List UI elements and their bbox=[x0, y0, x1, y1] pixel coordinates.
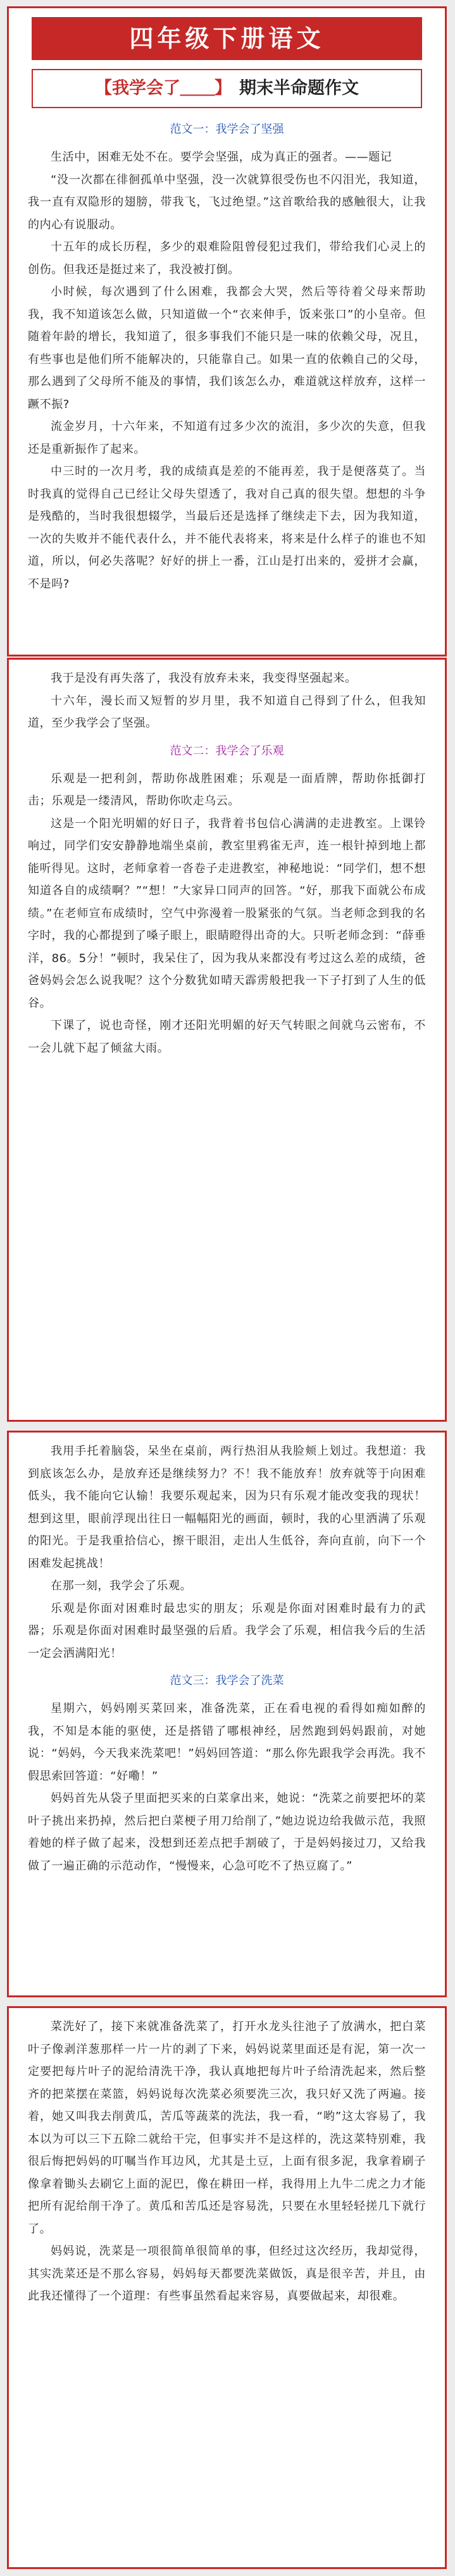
essay-paragraph: 星期六，妈妈刚买菜回来，准备洗菜，正在看电视的看得如痴如醉的我，不知是本能的驱使，还是搭错了哪根神经，居然跑到妈妈跟前，对她说：“妈妈，今天我来洗菜吧！”妈妈回答道：“那么你先跟我学会再洗。我不假思索回答道：“好嘞！” bbox=[28, 1702, 426, 1783]
essay-paragraph: “没一次都在徘徊孤单中坚强，没一次就算很受伤也不闪泪光，我知道，我一直有双隐形的翅膀，带我飞，飞过绝望。”这首歌给我的感触很大，让我的内心有说服动。 bbox=[28, 173, 426, 231]
subtitle-tail: 期末半命题作文 bbox=[239, 78, 359, 98]
subtitle-box bbox=[32, 69, 422, 108]
title-banner: 四年级下册语文 bbox=[32, 17, 422, 60]
essay-paragraph: 十五年的成长历程，多少的艰难险阻曾侵犯过我们，带给我们心灵上的创伤。但我还是挺过来了，我没被打倒。 bbox=[28, 240, 426, 276]
essay-paragraph: 妈妈说，洗菜是一项很简单很简单的事，但经过这次经历，我却觉得，其实洗菜还是不那么容易，妈妈每天都要洗菜做饭，真是很辛苦，并且，由此我还懂得了一个道理：有些事虽然看起来容易，真要做起来，却很难。 bbox=[28, 2245, 426, 2303]
essay-paragraph: 我于是没有再失落了，我没有放弃未来，我变得坚强起来。 bbox=[51, 672, 357, 685]
page-1 bbox=[7, 6, 447, 656]
essay-paragraph: 生活中，困难无处不在。要学会坚强，成为真正的强者。——题记 bbox=[51, 151, 392, 164]
essay-paragraph: 下课了，说也奇怪，刚才还阳光明媚的好天气转眼之间就乌云密布，不一会儿就下起了倾盆大雨。 bbox=[28, 1019, 426, 1055]
page-3 bbox=[7, 1431, 447, 1997]
essay-paragraph: 十六年，漫长而又短暂的岁月里，我不知道自己得到了什么，但我知道，至少我学会了坚强。 bbox=[28, 694, 426, 730]
essay-paragraph: 菜洗好了，接下来就准备洗菜了，打开水龙头往池子了放满水，把白菜叶子像剥洋葱那样一片一片的剥了下来，妈妈说菜里面还是有泥，第一次一定要把每片叶子的泥给清洗干净，我认真地把每片叶子给清洗起来，然后整齐的把菜摆在菜篮，妈妈说每次洗菜必须要洗三次，我只好又洗了两遍。接着，她又叫我去削黄瓜，苦瓜等蔬菜的洗法，我一看，“哟”这太容易了，我本以为可以三下五除二就给干完，但事实并不是这样的，洗这菜特别难，我很后悔把妈妈的叮嘱当作耳边风，尤其是土豆，上面有很多泥，我拿着刷子像拿着锄头去刷它上面的泥巴，像在耕田一样，我得用上九牛二虎之力才能把所有泥给削干净了。黄瓜和苦瓜还是容易洗，只要在水里轻轻搓几下就行了。 bbox=[28, 2020, 426, 2236]
essay-1-heading: 范文一：我学会了坚强 bbox=[170, 123, 284, 136]
subtitle-bracket: 【我学会了＿＿】 bbox=[95, 78, 232, 98]
essay-paragraph: 中三时的一次月考，我的成绩真是差的不能再差，我于是便落莫了。当时我真的觉得自己已经让父母失望透了，我对自己真的很失望。想想的斗争是残酷的，当时我很想辍学，当最后还是选择了继续走下去，因为我知道，一次的失败并不能代表什么，并不能代表将来，将来是什么样子的谁也不知道，所以，何必失落呢？好好的拼上一番，江山是打出来的，爱拼才会赢，不是吗? bbox=[28, 465, 426, 591]
essay-2-heading: 范文二：我学会了乐观 bbox=[170, 744, 284, 758]
essay-paragraph: 在那一刻，我学会了乐观。 bbox=[51, 1579, 192, 1593]
essay-paragraph: 我用手托着脑袋，呆坐在桌前，两行热泪从我脸颊上划过。我想道：我到底该怎么办，是放弃还是继续努力？不！我不能放弃！放弃就等于向困难低头，我不能向它认输！我要乐观起来，因为只有乐观才能改变我的现状！想到这里，眼前浮现出往日一幅幅阳光的画面，顿时，我的心里洒满了乐观的阳光。于是我重拾信心，擦干眼泪，走出人生低谷，奔向直前，向下一个困难发起挑战！ bbox=[28, 1445, 426, 1570]
page-4 bbox=[7, 2006, 447, 2569]
essay-3-heading: 范文三：我学会了洗菜 bbox=[170, 1674, 284, 1687]
essay-paragraph: 妈妈首先从袋子里面把买来的白菜拿出来，她说：“洗菜之前要把坏的菜叶子挑出来扔掉，然后把白菜梗子用刀给削了，”她边说边给我做示范，我照着她的样子做了起来，没想到还差点把手割破了，于是妈妈接过刀，又给我做了一遍正确的示范动作，“慢慢来，心急可吃不了热豆腐了。” bbox=[28, 1792, 426, 1873]
essay-paragraph: 这是一个阳光明媚的好日子，我背着书包信心满满的走进教室。上课铃响过，同学们安安静静地端坐桌前，教室里鸦雀无声，连一根针掉到地上都能听得见。这时，老师拿着一沓卷子走进教室，神秘地说：“同学们，想不想知道各自的成绩啊？”“想！”大家异口同声的回答。“好，那我下面就公布成绩。”在老师宣布成绩时，空气中弥漫着一股紧张的气氛。当老师念到我的名字时，我的心都提到了嗓子眼上，眼睛瞪得出奇的大。只听老师念到：“薛垂洋，86。5分！”顿时，我呆住了，因为我从来都没有考过这么差的成绩，爸爸妈妈会怎么说我呢？这个分数犹如晴天霹雳般把我一下子打到了人生的低谷。 bbox=[28, 817, 426, 1010]
essay-paragraph: 乐观是一把利剑，帮助你战胜困难；乐观是一面盾牌，帮助你抵御打击；乐观是一缕清风，帮助你吹走乌云。 bbox=[28, 772, 426, 808]
essay-paragraph: 小时候，每次遇到了什么困难，我都会大哭，然后等待着父母来帮助我，我不知道该怎么做，只知道做一个“衣来伸手，饭来张口”的小皇帝。但随着年龄的增长，我知道了，很多事我们不能只是一味的依赖父母，况且，有些事也是他们所不能解决的，只能靠自己。如果一直的依赖自己的父母，那么遇到了父母所不能及的事情，我们该怎么办，难道就这样放弃，这样一蹶不振? bbox=[28, 285, 426, 411]
page-2 bbox=[7, 658, 447, 1422]
essay-paragraph: 流金岁月，十六年来，不知道有过多少次的流泪，多少次的失意，但我还是重新振作了起来。 bbox=[28, 420, 426, 456]
essay-paragraph: 乐观是你面对困难时最忠实的朋友；乐观是你面对困难时最有力的武器；乐观是你面对困难时最坚强的后盾。我学会了乐观，相信我今后的生活一定会洒满阳光！ bbox=[28, 1601, 426, 1660]
